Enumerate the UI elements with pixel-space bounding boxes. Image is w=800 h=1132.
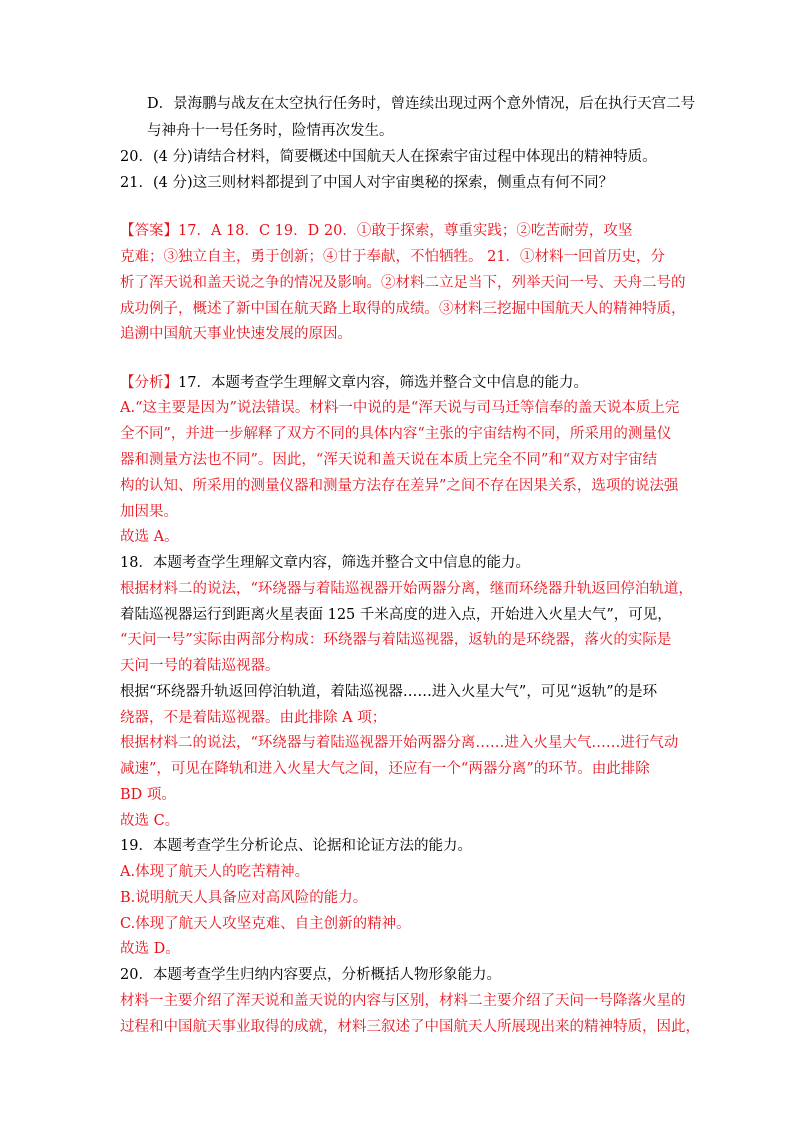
analysis-line: 根据“环绕器升轨返回停泊轨道，着陆巡视器……进入火星大气”，可见“返轨”的是环 xyxy=(120,684,658,700)
option-d-line-2: 与神舟十一号任务时，险情再次发生。 xyxy=(147,123,394,139)
analysis-heading xyxy=(120,373,588,393)
analysis-line: C.体现了航天人攻坚克难、自主创新的精神。 xyxy=(120,916,411,932)
answer-line-2: 克难；③独立自主，勇于创新；④甘于奉献，不怕牺牲。 21．①材料一回首历史，分 xyxy=(120,249,666,265)
analysis-line: 根据材料二的说法，“环绕器与着陆巡视器开始两器分离……进入火星大气……进行气动 xyxy=(120,735,679,751)
analysis-line: 器和测量方法也不同”。因此，“浑天说和盖天说在本质上完全不同”和“双方对宇宙结 xyxy=(120,452,658,468)
question-21: 21．(4 分)这三则材料都提到了中国人对宇宙奥秘的探索，侧重点有何不同？ xyxy=(120,175,614,191)
answer-tag: 【答案】 xyxy=(120,223,178,239)
answer-line-4: 成功例子，概述了新中国在航天路上取得的成绩。③材料三挖掘中国航天人的精神特质， xyxy=(120,301,686,317)
analysis-line: 绕器，不是着陆巡视器。由此排除 A 项； xyxy=(120,710,387,726)
analysis-line: B.说明航天人具备应对高风险的能力。 xyxy=(120,890,368,906)
question-20: 20．(4 分)请结合材料，简要概述中国航天人在探索宇宙过程中体现出的精神特质。 xyxy=(120,149,657,165)
analysis-line: 19．本题考查学生分析论点、论据和论证方法的能力。 xyxy=(120,838,472,854)
option-d-line-1: D．景海鹏与战友在太空执行任务时，曾连续出现过两个意外情况，后在执行天宫二号 xyxy=(147,96,696,112)
analysis-line: BD 项。 xyxy=(120,787,176,803)
analysis-line: 根据材料二的说法，“环绕器与着陆巡视器开始两器分离，继而环绕器升轨返回停泊轨道， xyxy=(120,581,693,597)
analysis-line: 天问一号的着陆巡视器。 xyxy=(120,658,280,674)
analysis-line: 构的认知、所采用的测量仪器和测量方法存在差异”之间不存在因果关系，选项的说法强 xyxy=(120,478,679,494)
answer-line-1 xyxy=(120,221,632,241)
analysis-line: 故选 C。 xyxy=(120,813,180,829)
answer-line-3: 析了浑天说和盖天说之争的情况及影响。②材料二立足当下，列举天问一号、天舟二号的 xyxy=(120,275,686,291)
analysis-line: A.体现了航天人的吃苦精神。 xyxy=(120,864,310,880)
analysis-line: 全不同”，并进一步解释了双方不同的具体内容“主张的宇宙结构不同，所采用的测量仪 xyxy=(120,426,672,442)
analysis-line: 减速”，可见在降轨和进入火星大气之间，还应有一个“两器分离”的环节。由此排除 xyxy=(120,761,650,777)
analysis-line: 20．本题考查学生归纳内容要点，分析概括人物形象能力。 xyxy=(120,967,501,983)
analysis-line: 故选 A。 xyxy=(120,529,179,545)
analysis-line: “天问一号”实际由两部分构成：环绕器与着陆巡视器，返轨的是环绕器，落火的实际是 xyxy=(120,632,672,648)
answer-line-5: 追溯中国航天事业快速发展的原因。 xyxy=(120,326,352,342)
analysis-line: 18．本题考查学生理解文章内容，筛选并整合文中信息的能力。 xyxy=(120,555,530,571)
analysis-line: 加因果。 xyxy=(120,504,178,520)
analysis-line: 过程和中国航天事业取得的成就，材料三叙述了中国航天人所展现出来的精神特质，因此， xyxy=(120,1019,700,1035)
analysis-line: 材料一主要介绍了浑天说和盖天说的内容与区别，材料二主要介绍了天问一号降落火星的 xyxy=(120,993,686,1009)
answer-text: 17．A 18．C 19．D 20．①敢于探索，尊重实践；②吃苦耐劳，攻坚 xyxy=(178,223,633,239)
analysis-first-line: 17．本题考查学生理解文章内容，筛选并整合文中信息的能力。 xyxy=(178,375,588,391)
analysis-line: 故选 D。 xyxy=(120,941,180,957)
analysis-line: A.“这主要是因为”说法错误。材料一中说的是“浑天说与司马迁等信奉的盖天说本质上完 xyxy=(120,400,680,416)
analysis-tag: 【分析】 xyxy=(120,375,178,391)
analysis-line: 着陆巡视器运行到距离火星表面 125 千米高度的进入点，开始进入火星大气”，可见， xyxy=(120,607,672,623)
